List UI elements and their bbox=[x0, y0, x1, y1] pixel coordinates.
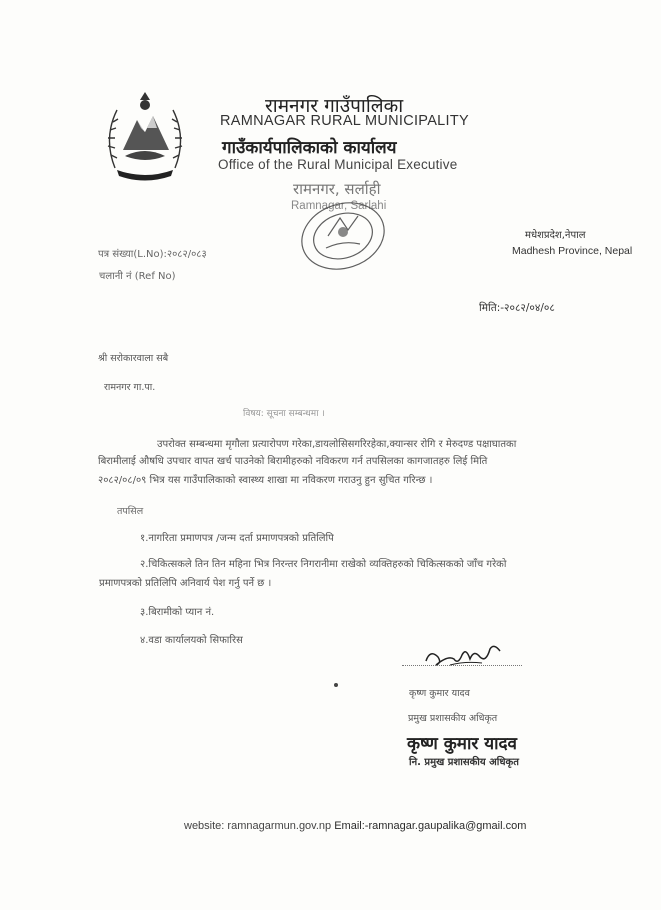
letter-date: मिति:-२०८२/०४/०८ bbox=[479, 302, 555, 314]
tapsil-item-4: ४.वडा कार्यालयको सिफारिस bbox=[140, 635, 243, 646]
tapsil-item-1: १.नागरिता प्रमाणपत्र /जन्म दर्ता प्रमाणपत्रको प्रतिलिपि bbox=[140, 533, 334, 544]
footer-contact bbox=[184, 820, 526, 832]
office-sub-np: गाउँकार्यपालिकाको कार्यालय bbox=[222, 138, 397, 158]
reference-number: पत्र संख्या(L.No):२०८२/०८३ bbox=[98, 249, 207, 260]
nepal-emblem-logo bbox=[95, 88, 195, 188]
handwritten-signature bbox=[420, 635, 510, 675]
signatory-name: कृष्ण कुमार यादव bbox=[409, 688, 470, 699]
office-sub-en: Office of the Rural Municipal Executive bbox=[218, 157, 458, 172]
location-np: रामनगर, सर्लाही bbox=[293, 180, 381, 198]
signature-line bbox=[402, 665, 522, 666]
stamp-name: कृष्ण कुमार यादव bbox=[407, 734, 517, 754]
ink-speck bbox=[334, 683, 338, 687]
dispatch-number: चलानी नं (Ref No) bbox=[99, 271, 176, 282]
body-line-3: २०८२/०८/०९ भित्र यस गाउँपालिकाको स्वास्थ्य शाखा मा नविकरण गराउनु हुन सुचित गरिन्छ । bbox=[98, 475, 433, 486]
recipient-address: रामनगर गा.पा. bbox=[104, 382, 156, 393]
body-line-1: उपरोक्त सम्बन्धमा मृगौला प्रत्यारोपण गरेका,डायलोसिसगरिरहेका,क्यान्सर रोगि र मेरुदण्ड पक्षाघातका bbox=[157, 439, 517, 450]
tapsil-item-2-cont: प्रमाणपत्रको प्रतिलिपि अनिवार्य पेश गर्नु पर्ने छ । bbox=[99, 578, 272, 589]
office-seal-stamp bbox=[288, 188, 398, 278]
subject-line: विषय: सूचना सम्बन्धमा । bbox=[243, 409, 325, 419]
province-en: Madhesh Province, Nepal bbox=[512, 245, 633, 257]
tapsil-item-2: २.चिकित्सकले तिन तिन महिना भित्र निरन्तर निगरानीमा राखेको व्यक्तिहरुको चिकित्सकको जाँच गरेको bbox=[140, 559, 507, 570]
tapsil-heading: तपसिल bbox=[117, 506, 144, 517]
office-name-en: RAMNAGAR RURAL MUNICIPALITY bbox=[220, 113, 469, 129]
recipient-line: श्री सरोकारवाला सबै bbox=[98, 353, 169, 364]
province-np: मधेशप्रदेश,नेपाल bbox=[525, 230, 586, 241]
body-line-2: बिरामीलाई औषधि उपचार वापत खर्च पाउनेको बिरामीहरुको नविकरण गर्न तपसिलका कागजातहरु लिई मिति bbox=[98, 456, 488, 467]
footer-email[interactable]: Email:-ramnagar.gaupalika@gmail.com bbox=[334, 820, 527, 832]
signatory-title: प्रमुख प्रशासकीय अधिकृत bbox=[408, 713, 498, 724]
tapsil-item-3: ३.बिरामीको प्यान नं. bbox=[140, 607, 215, 618]
stamp-title: नि. प्रमुख प्रशासकीय अधिकृत bbox=[409, 757, 519, 768]
footer-website[interactable]: website: ramnagarmun.gov.np bbox=[184, 820, 332, 832]
location-en: Ramnagar, Sarlahi bbox=[291, 200, 387, 212]
office-name-np: रामनगर गाउँपालिका bbox=[265, 95, 404, 117]
